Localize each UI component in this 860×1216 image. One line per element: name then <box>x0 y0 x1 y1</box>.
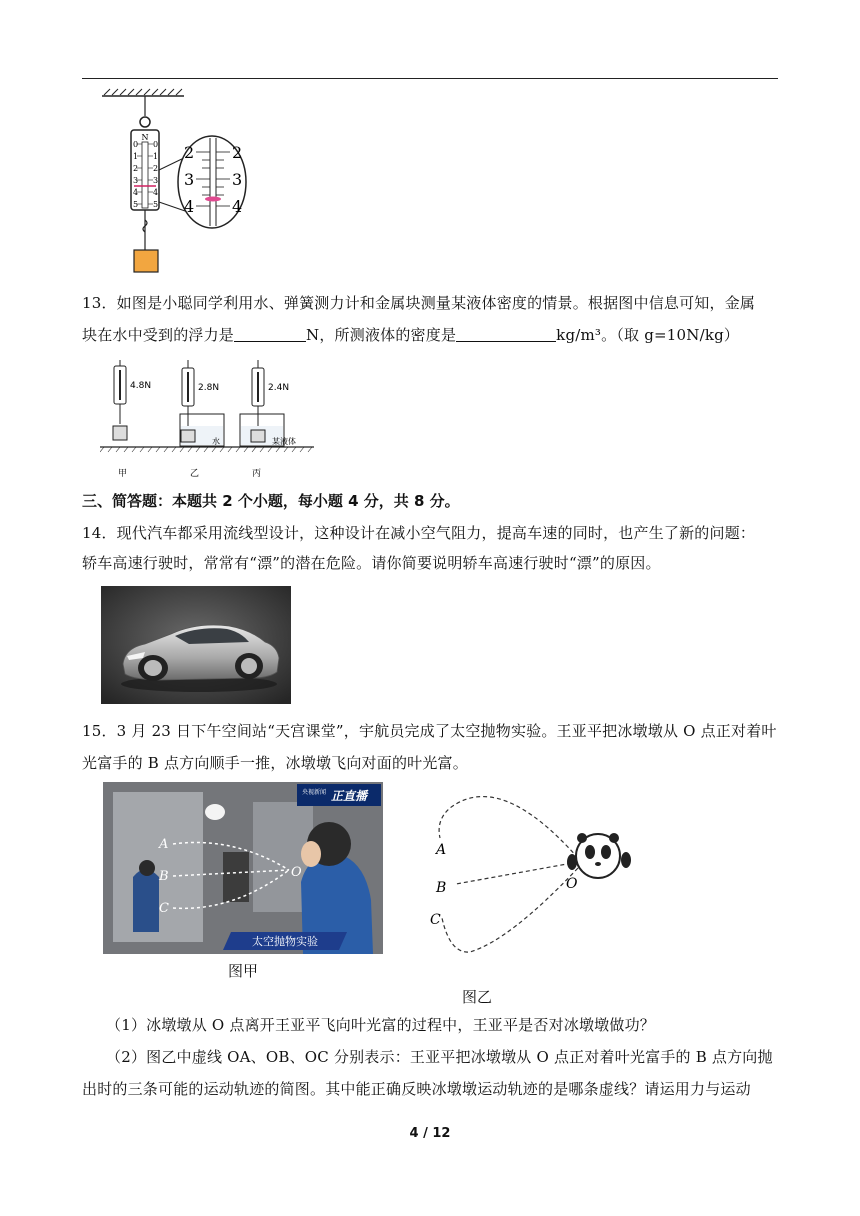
svg-text:央视新闻: 央视新闻 <box>302 789 327 796</box>
q13-line2: 块在水中受到的浮力是 N，所测液体的密度是 kg/m³。（取 g=10N/kg） <box>82 326 740 344</box>
svg-text:C: C <box>430 912 441 928</box>
q15-line1: 15．3 月 23 日下午空间站“天宫课堂”，宇航员完成了太空抛物实验。王亚平把冰墩墩从 O 点正对着叶 <box>82 722 777 740</box>
section-title: 三、简答题：本题共 2 个小题，每小题 4 分，共 8 分。 <box>82 492 460 510</box>
svg-text:4: 4 <box>153 188 159 197</box>
svg-text:某液体: 某液体 <box>272 437 296 446</box>
svg-text:A: A <box>159 837 169 852</box>
space-station-photo <box>103 782 383 954</box>
q15-sub2-line2: 出时的三条可能的运动轨迹的简图。其中能正确反映冰墩墩运动轨迹的是哪条虚线？请运用力与运动 <box>82 1080 751 1098</box>
scale-yi <box>180 360 224 446</box>
reading-bing: 2.4N <box>268 383 290 393</box>
svg-text:4: 4 <box>133 188 139 197</box>
svg-text:1: 1 <box>153 152 159 161</box>
path-OC <box>442 868 578 952</box>
svg-text:乙: 乙 <box>190 469 200 479</box>
svg-text:4: 4 <box>184 197 195 216</box>
svg-text:4: 4 <box>232 197 243 216</box>
q14-line2: 轿车高速行驶时，常常有“漂”的潜在危险。请你简要说明轿车高速行驶时“漂”的原因。 <box>82 554 661 572</box>
svg-text:B: B <box>436 880 447 896</box>
q14-line1: 14．现代汽车都采用流线型设计，这种设计在减小空气阻力，提高车速的同时，也产生了新的问题： <box>82 524 756 542</box>
scale-unit: N <box>141 133 149 142</box>
bing-dwen-dwen-icon <box>567 833 631 878</box>
page-number: 4 / 12 <box>409 1126 451 1141</box>
answer-blank-density[interactable] <box>456 325 556 342</box>
q15-line2: 光富手的 B 点方向顺手一推，冰墩墩飞向对面的叶光富。 <box>82 754 468 772</box>
fig1-caption: 图甲 <box>228 962 259 980</box>
svg-text:O: O <box>566 876 578 892</box>
svg-text:甲: 甲 <box>118 469 128 479</box>
car-photo <box>101 586 291 704</box>
svg-text:2: 2 <box>153 164 159 173</box>
q13-line1: 13．如图是小聪同学利用水、弹簧测力计和金属块测量某液体密度的情景。根据图中信息可知，金属 <box>82 294 756 312</box>
svg-text:丙: 丙 <box>252 469 262 479</box>
header-rule <box>82 78 778 79</box>
scale-jia <box>113 360 151 440</box>
svg-text:2: 2 <box>133 164 139 173</box>
svg-text:太空抛物实验: 太空抛物实验 <box>252 935 318 948</box>
answer-blank-buoyancy[interactable] <box>234 325 306 342</box>
svg-text:3: 3 <box>184 170 195 189</box>
svg-text:B: B <box>159 869 169 884</box>
reading-yi: 2.8N <box>198 383 220 393</box>
svg-text:0: 0 <box>133 140 139 149</box>
fig2-caption: 图乙 <box>462 988 493 1006</box>
svg-text:A: A <box>436 842 447 858</box>
svg-text:5: 5 <box>133 200 139 209</box>
path-OA <box>439 797 578 858</box>
svg-text:3: 3 <box>232 170 243 189</box>
svg-text:2: 2 <box>232 143 243 162</box>
svg-text:0: 0 <box>153 140 159 149</box>
svg-text:1: 1 <box>133 152 139 161</box>
trajectory-diagram <box>420 790 650 962</box>
svg-text:正直播: 正直播 <box>331 789 368 803</box>
reading-jia: 4.8N <box>130 381 152 391</box>
q15-sub1: （1）冰墩墩从 O 点离开王亚平飞向叶光富的过程中，王亚平是否对冰墩墩做功？ <box>106 1016 655 1034</box>
path-OB <box>456 862 578 884</box>
q13-figure <box>100 356 320 480</box>
svg-text:5: 5 <box>153 200 159 209</box>
spring-scale-figure <box>96 86 256 278</box>
svg-text:C: C <box>159 901 169 916</box>
scale-bing <box>240 360 296 446</box>
svg-text:3: 3 <box>153 176 159 185</box>
svg-text:2: 2 <box>184 143 195 162</box>
svg-text:O: O <box>291 865 302 880</box>
q15-sub2-line1: （2）图乙中虚线 OA、OB、OC 分别表示：王亚平把冰墩墩从 O 点正对着叶光富手的 B 点方向抛 <box>106 1048 773 1066</box>
svg-text:3: 3 <box>133 176 139 185</box>
svg-text:水: 水 <box>212 437 220 446</box>
